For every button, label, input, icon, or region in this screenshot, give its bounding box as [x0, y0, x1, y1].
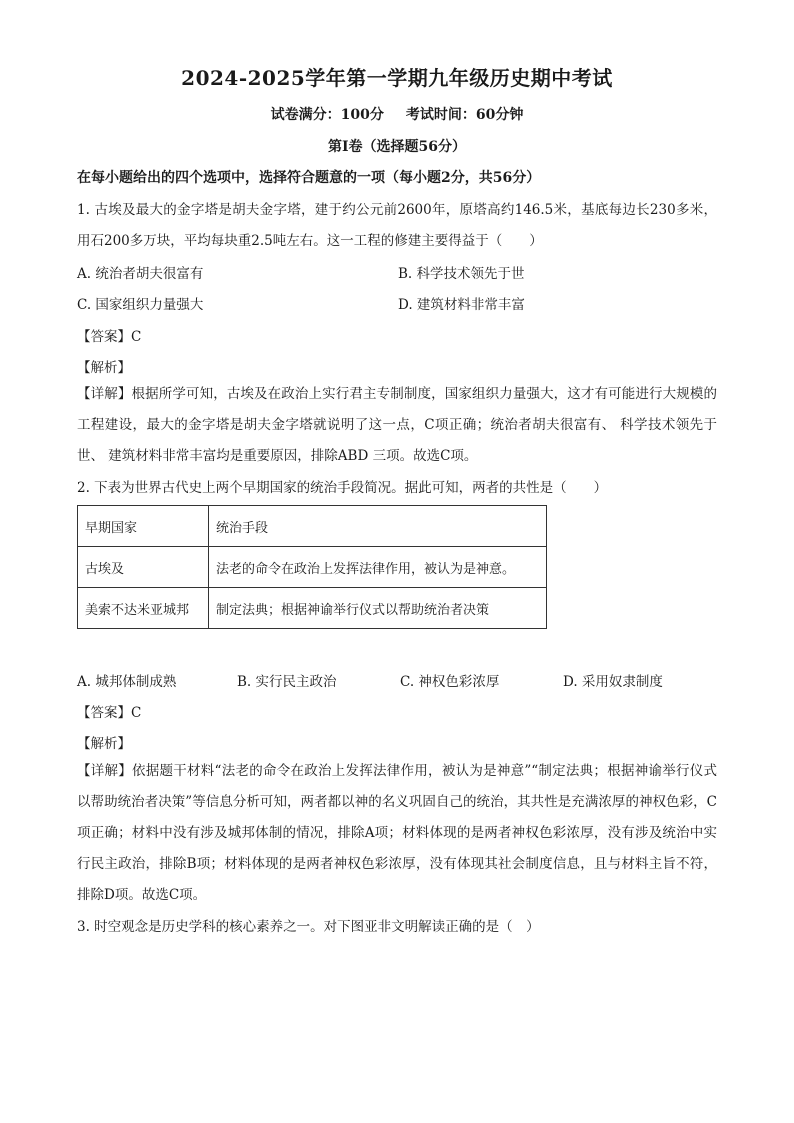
exam-time: 考试时间：60分钟: [405, 107, 524, 123]
q2-option-d: D. 采用奴隶制度: [563, 674, 663, 690]
q2-detail: 【详解】依据题干材料“法老的命令在政治上发挥法律作用，被认为是神意”“制定法典；根据神谕举行仪式以帮助统治者决策”等信息分析可知，两者都以神的名义巩固自己的统治，其共性是充满浓厚的神权色彩，C项正确；材料中没有涉及城邦体制的情况，排除A项；材料体现的是两者神权色彩浓厚，没有涉及统治中实行民主政治，排除B项；材料体现的是两者神权色彩浓厚，没有体现其社会制度信息，且与材料主旨不符，排除D项。故选C项。: [77, 763, 717, 903]
q2-table: [77, 505, 547, 629]
instruction: 在每小题给出的四个选项中，选择符合题意的一项（每小题2分，共56分）: [77, 170, 541, 186]
q2-answer: 【答案】C: [77, 705, 142, 721]
q2-analysis-label: 【解析】: [77, 736, 131, 752]
q1-option-b: B. 科学技术领先于世: [398, 266, 525, 282]
table-cell: 古埃及: [78, 547, 209, 588]
exam-info: [0, 104, 794, 124]
q1-detail: 【详解】根据所学可知，古埃及在政治上实行君主专制制度，国家组织力量强大，这才有可能进行大规模的工程建设，最大的金字塔是胡夫金字塔就说明了这一点，C项正确；统治者胡夫很富有、 科学技术领先于世、 建筑材料非常丰富均是重要原因，排除ABD 三项。故选C项。: [77, 386, 717, 464]
table-header-cell: 统治手段: [209, 506, 547, 547]
q1-analysis-label: 【解析】: [77, 360, 131, 376]
q2-stem: 2. 下表为世界古代史上两个早期国家的统治手段简况。据此可知，两者的共性是（ ）: [77, 480, 608, 496]
table-row: [78, 588, 547, 629]
q2-option-b: B. 实行民主政治: [237, 674, 337, 690]
exam-title: 2024-2025学年第一学期九年级历史期中考试: [181, 66, 613, 90]
table-header-cell: 早期国家: [78, 506, 209, 547]
q1-option-a: A. 统治者胡夫很富有: [77, 266, 204, 282]
table-row: [78, 547, 547, 588]
table-header-row: [78, 506, 547, 547]
part-title: 第Ⅰ卷（选择题56分）: [327, 139, 467, 155]
table-cell: 法老的命令在政治上发挥法律作用，被认为是神意。: [209, 547, 547, 588]
q2-option-c: C. 神权色彩浓厚: [400, 674, 500, 690]
q1-stem: 1. 古埃及最大的金字塔是胡夫金字塔，建于约公元前2600年，原塔高约146.5米，基底每边长230多米，用石200多万块，平均每块重2.5吨左右。这一工程的修建主要得益于（ ）: [77, 202, 717, 249]
q1-answer: 【答案】C: [77, 329, 142, 345]
full-score: 试卷满分：100分: [270, 107, 384, 123]
q3-stem: 3. 时空观念是历史学科的核心素养之一。对下图亚非文明解读正确的是（ ）: [77, 919, 540, 935]
q2-option-a: A. 城邦体制成熟: [77, 674, 177, 690]
q1-option-c: C. 国家组织力量强大: [77, 297, 204, 313]
table-cell: 美索不达米亚城邦: [78, 588, 209, 629]
table-cell: 制定法典；根据神谕举行仪式以帮助统治者决策: [209, 588, 547, 629]
q1-option-d: D. 建筑材料非常丰富: [398, 297, 525, 313]
